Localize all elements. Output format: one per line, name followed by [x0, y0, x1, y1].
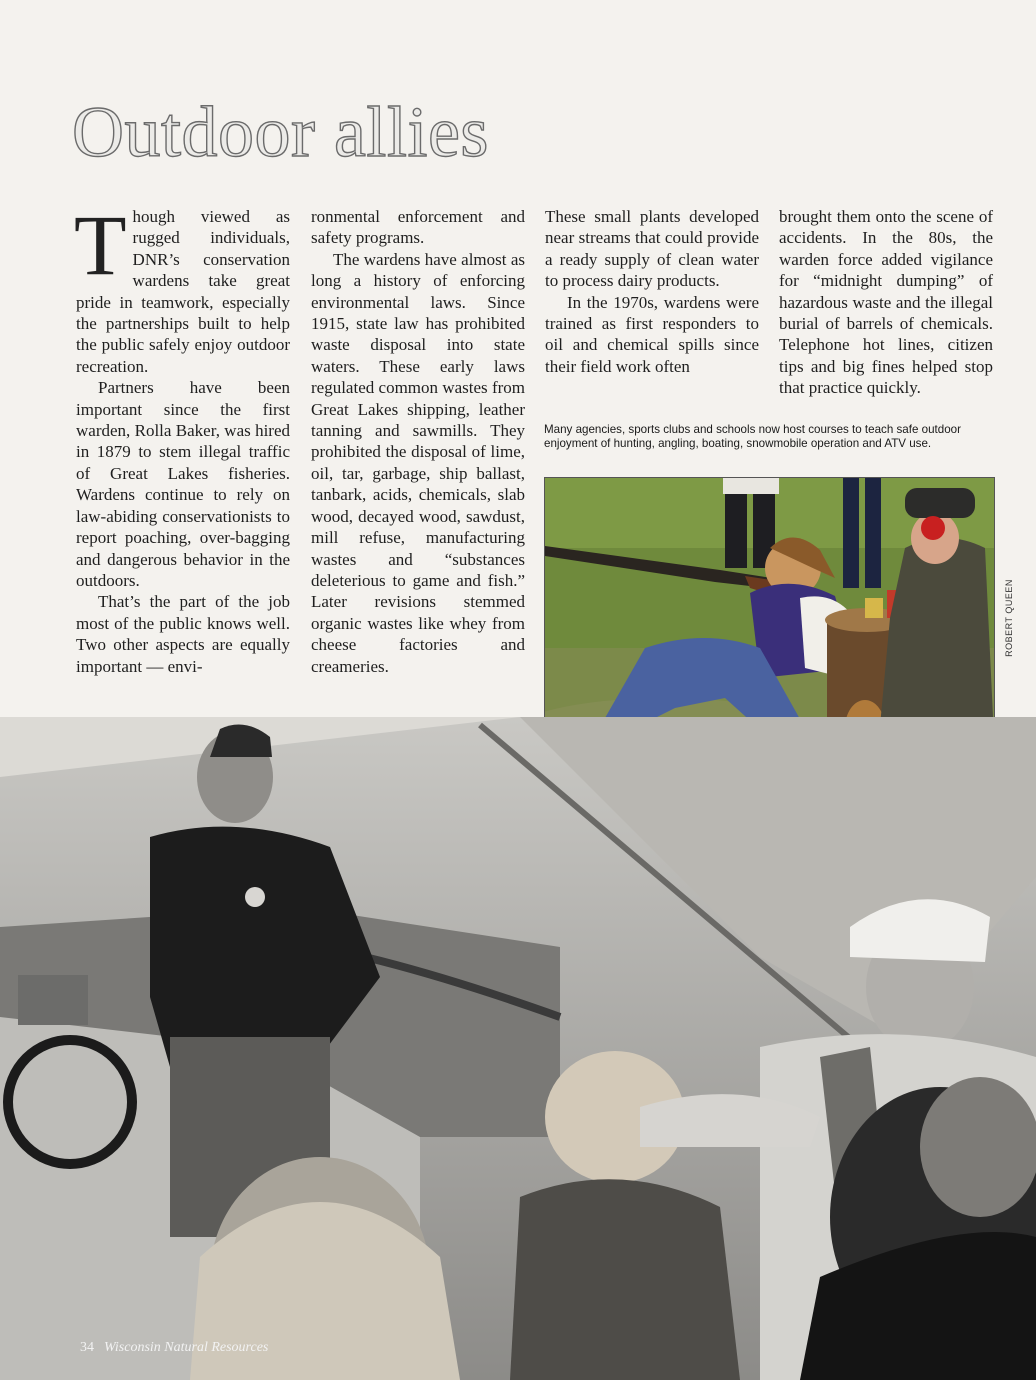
- boat-safety-photo: [0, 717, 1036, 1380]
- page-number: 34: [80, 1340, 94, 1355]
- article-paragraph: The wardens have almost as long a history of enforcing environmental laws. Since 1915, state law has prohibited waste disposal into state waters. These early laws regulated common wastes from Great Lakes shipping, leather tanning and sawmills. They prohibited the disposal of lime, oil, tar, garbage, ship ballast, tanbark, acids, chemicals, slab wood, decayed wood, sawdust, mill refuse, manufacturing wastes and “substances deleterious to game and fish.” Later revisions stemmed organic wastes like whey from cheese factories and creameries.: [311, 249, 525, 676]
- article-paragraph: These small plants developed near streams that could provide a ready supply of clean water to process dairy products.: [545, 207, 759, 291]
- drop-cap: T: [74, 197, 127, 293]
- photo-credit-text: ROBERT QUEEN: [1004, 579, 1014, 657]
- article-paragraph: brought them onto the scene of accidents. In the 80s, the warden force added vigilance for “midnight dumping” of hazardous waste and the illegal burial of barrels of chemicals. Telephone hot lines, citizen tips and big fines helped stop that practice quickly.: [779, 207, 993, 398]
- article-paragraph: That’s the part of the job most of the public knows well. Two other aspects are equally important — envi-: [76, 592, 290, 676]
- photo-credit: [1003, 563, 1015, 673]
- article-paragraph: Partners have been important since the first warden, Rolla Baker, was hired in 1879 to stem illegal traffic of Great Lakes fisheries. Wardens continue to rely on law-abiding conservationists to report poaching, over-bagging and dangerous behavior in the outdoors.: [76, 378, 290, 590]
- article-column-4: [779, 206, 993, 399]
- article-paragraph: ronmental enforcement and safety programs.: [311, 207, 525, 248]
- page-footer: [80, 1340, 268, 1356]
- article-headline: Outdoor allies: [72, 92, 489, 172]
- article-column-3: [545, 206, 759, 377]
- article-column-2: [311, 206, 525, 677]
- magazine-name: Wisconsin Natural Resources: [104, 1340, 269, 1355]
- photo-caption: Many agencies, sports clubs and schools now host courses to teach safe outdoor enjoyment of hunting, angling, boating, snowmobile operation and ATV use.: [544, 423, 961, 450]
- paragraph-text: hough viewed as rugged individuals, DNR’s conservation wardens take great pride in teamwork, especially the partnerships built to help the public safely enjoy outdoor recreation.: [76, 207, 290, 376]
- article-paragraph: [74, 197, 290, 377]
- article-paragraph: In the 1970s, wardens were trained as first responders to oil and chemical spills since their field work often: [545, 292, 759, 376]
- article-column-1: [74, 197, 290, 677]
